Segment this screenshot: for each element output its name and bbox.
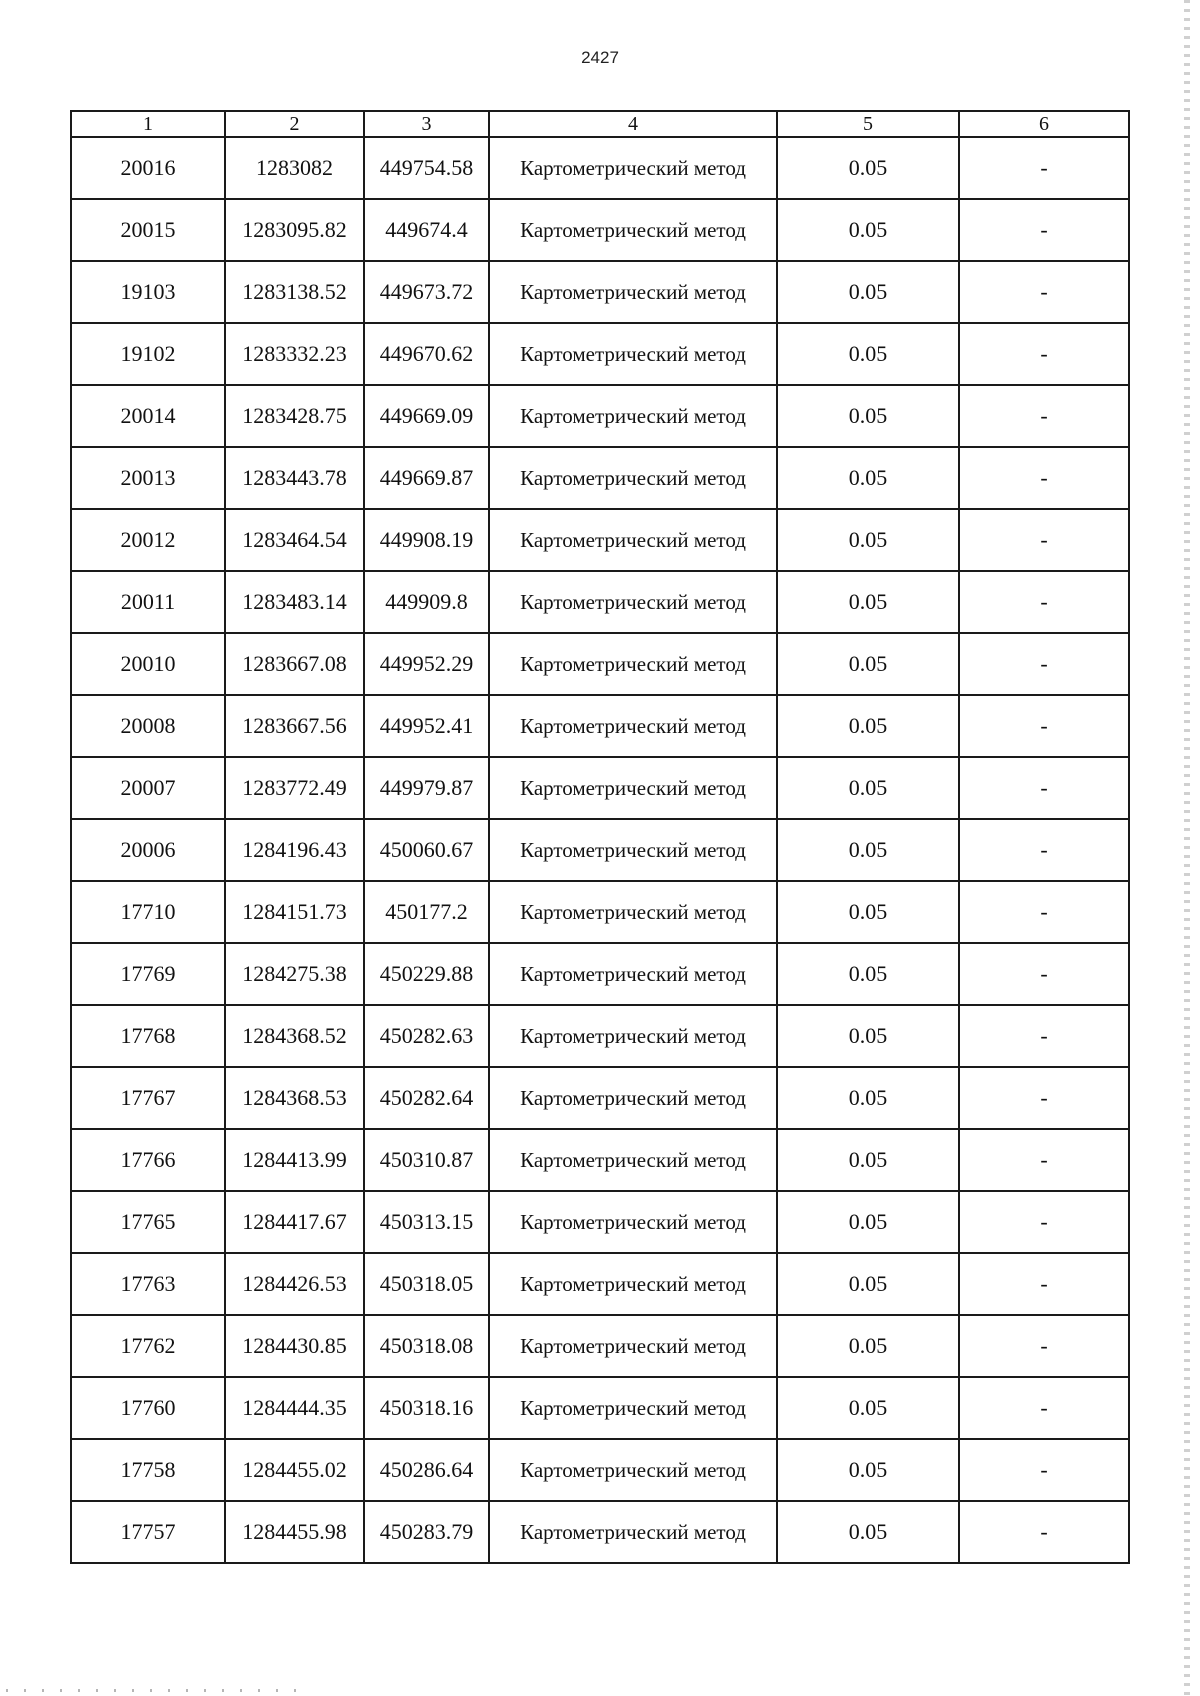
x-coordinate-cell: 1284444.35 — [225, 1377, 364, 1439]
table-row — [71, 385, 1129, 447]
note-cell: - — [959, 1191, 1129, 1253]
accuracy-cell: 0.05 — [777, 1439, 959, 1501]
method-cell: Картометрический метод — [489, 633, 777, 695]
method-cell: Картометрический метод — [489, 1315, 777, 1377]
accuracy-cell: 0.05 — [777, 943, 959, 1005]
y-coordinate-cell: 449669.87 — [364, 447, 489, 509]
method-cell: Картометрический метод — [489, 819, 777, 881]
column-header-5: 5 — [777, 111, 959, 137]
x-coordinate-cell: 1284196.43 — [225, 819, 364, 881]
y-coordinate-cell: 449908.19 — [364, 509, 489, 571]
table-row — [71, 943, 1129, 1005]
point-number-cell: 17763 — [71, 1253, 225, 1315]
y-coordinate-cell: 449979.87 — [364, 757, 489, 819]
x-coordinate-cell: 1284417.67 — [225, 1191, 364, 1253]
note-cell: - — [959, 1067, 1129, 1129]
column-header-3: 3 — [364, 111, 489, 137]
method-cell: Картометрический метод — [489, 509, 777, 571]
accuracy-cell: 0.05 — [777, 323, 959, 385]
accuracy-cell: 0.05 — [777, 385, 959, 447]
accuracy-cell: 0.05 — [777, 1005, 959, 1067]
y-coordinate-cell: 449669.09 — [364, 385, 489, 447]
table-row — [71, 1377, 1129, 1439]
note-cell: - — [959, 323, 1129, 385]
column-header-1: 1 — [71, 111, 225, 137]
table-row — [71, 1067, 1129, 1129]
note-cell: - — [959, 261, 1129, 323]
page-number: 2427 — [581, 48, 619, 67]
column-header-2: 2 — [225, 111, 364, 137]
point-number-cell: 17769 — [71, 943, 225, 1005]
table-row — [71, 199, 1129, 261]
table-row — [71, 1501, 1129, 1563]
method-cell: Картометрический метод — [489, 1129, 777, 1191]
method-cell: Картометрический метод — [489, 323, 777, 385]
x-coordinate-cell: 1283667.56 — [225, 695, 364, 757]
method-cell: Картометрический метод — [489, 1191, 777, 1253]
note-cell: - — [959, 1129, 1129, 1191]
method-cell: Картометрический метод — [489, 757, 777, 819]
accuracy-cell: 0.05 — [777, 1315, 959, 1377]
accuracy-cell: 0.05 — [777, 633, 959, 695]
method-cell: Картометрический метод — [489, 199, 777, 261]
table-row — [71, 571, 1129, 633]
x-coordinate-cell: 1283667.08 — [225, 633, 364, 695]
y-coordinate-cell: 450286.64 — [364, 1439, 489, 1501]
point-number-cell: 20011 — [71, 571, 225, 633]
point-number-cell: 17758 — [71, 1439, 225, 1501]
x-coordinate-cell: 1284455.02 — [225, 1439, 364, 1501]
method-cell: Картометрический метод — [489, 261, 777, 323]
method-cell: Картометрический метод — [489, 1439, 777, 1501]
note-cell: - — [959, 137, 1129, 199]
x-coordinate-cell: 1284275.38 — [225, 943, 364, 1005]
point-number-cell: 20006 — [71, 819, 225, 881]
x-coordinate-cell: 1284368.52 — [225, 1005, 364, 1067]
method-cell: Картометрический метод — [489, 1067, 777, 1129]
scan-edge-mark — [1184, 0, 1190, 1696]
note-cell: - — [959, 1501, 1129, 1563]
note-cell: - — [959, 199, 1129, 261]
y-coordinate-cell: 450282.63 — [364, 1005, 489, 1067]
point-number-cell: 20007 — [71, 757, 225, 819]
y-coordinate-cell: 450318.08 — [364, 1315, 489, 1377]
table-row — [71, 633, 1129, 695]
table-row — [71, 1315, 1129, 1377]
y-coordinate-cell: 449674.4 — [364, 199, 489, 261]
accuracy-cell: 0.05 — [777, 571, 959, 633]
accuracy-cell: 0.05 — [777, 261, 959, 323]
point-number-cell: 17710 — [71, 881, 225, 943]
scan-bottom-dots — [6, 1689, 306, 1692]
column-header-4: 4 — [489, 111, 777, 137]
table-row — [71, 695, 1129, 757]
point-number-cell: 20008 — [71, 695, 225, 757]
coordinates-table-container — [70, 110, 1128, 1564]
note-cell: - — [959, 633, 1129, 695]
note-cell: - — [959, 1377, 1129, 1439]
y-coordinate-cell: 450310.87 — [364, 1129, 489, 1191]
note-cell: - — [959, 943, 1129, 1005]
x-coordinate-cell: 1283483.14 — [225, 571, 364, 633]
point-number-cell: 17757 — [71, 1501, 225, 1563]
method-cell: Картометрический метод — [489, 1005, 777, 1067]
method-cell: Картометрический метод — [489, 943, 777, 1005]
point-number-cell: 17766 — [71, 1129, 225, 1191]
x-coordinate-cell: 1283095.82 — [225, 199, 364, 261]
point-number-cell: 17767 — [71, 1067, 225, 1129]
point-number-cell: 19102 — [71, 323, 225, 385]
x-coordinate-cell: 1283464.54 — [225, 509, 364, 571]
y-coordinate-cell: 450318.16 — [364, 1377, 489, 1439]
accuracy-cell: 0.05 — [777, 881, 959, 943]
table-header — [71, 111, 1129, 137]
y-coordinate-cell: 449754.58 — [364, 137, 489, 199]
accuracy-cell: 0.05 — [777, 1377, 959, 1439]
table-body — [71, 137, 1129, 1563]
accuracy-cell: 0.05 — [777, 509, 959, 571]
point-number-cell: 17768 — [71, 1005, 225, 1067]
note-cell: - — [959, 819, 1129, 881]
y-coordinate-cell: 450060.67 — [364, 819, 489, 881]
accuracy-cell: 0.05 — [777, 447, 959, 509]
x-coordinate-cell: 1284151.73 — [225, 881, 364, 943]
point-number-cell: 17760 — [71, 1377, 225, 1439]
method-cell: Картометрический метод — [489, 881, 777, 943]
note-cell: - — [959, 1315, 1129, 1377]
x-coordinate-cell: 1283332.23 — [225, 323, 364, 385]
method-cell: Картометрический метод — [489, 385, 777, 447]
note-cell: - — [959, 447, 1129, 509]
table-row — [71, 1439, 1129, 1501]
y-coordinate-cell: 450313.15 — [364, 1191, 489, 1253]
x-coordinate-cell: 1284430.85 — [225, 1315, 364, 1377]
x-coordinate-cell: 1284455.98 — [225, 1501, 364, 1563]
method-cell: Картометрический метод — [489, 695, 777, 757]
accuracy-cell: 0.05 — [777, 1067, 959, 1129]
note-cell: - — [959, 695, 1129, 757]
point-number-cell: 17765 — [71, 1191, 225, 1253]
accuracy-cell: 0.05 — [777, 695, 959, 757]
accuracy-cell: 0.05 — [777, 199, 959, 261]
table-row — [71, 137, 1129, 199]
x-coordinate-cell: 1283082 — [225, 137, 364, 199]
method-cell: Картометрический метод — [489, 571, 777, 633]
point-number-cell: 20012 — [71, 509, 225, 571]
note-cell: - — [959, 1439, 1129, 1501]
y-coordinate-cell: 449952.41 — [364, 695, 489, 757]
x-coordinate-cell: 1284368.53 — [225, 1067, 364, 1129]
method-cell: Картометрический метод — [489, 1377, 777, 1439]
coordinates-table — [70, 110, 1130, 1564]
accuracy-cell: 0.05 — [777, 137, 959, 199]
note-cell: - — [959, 385, 1129, 447]
accuracy-cell: 0.05 — [777, 757, 959, 819]
table-row — [71, 509, 1129, 571]
table-row — [71, 819, 1129, 881]
y-coordinate-cell: 449952.29 — [364, 633, 489, 695]
x-coordinate-cell: 1283443.78 — [225, 447, 364, 509]
note-cell: - — [959, 881, 1129, 943]
table-row — [71, 1129, 1129, 1191]
method-cell: Картометрический метод — [489, 137, 777, 199]
y-coordinate-cell: 449670.62 — [364, 323, 489, 385]
accuracy-cell: 0.05 — [777, 1253, 959, 1315]
method-cell: Картометрический метод — [489, 1501, 777, 1563]
column-header-6: 6 — [959, 111, 1129, 137]
x-coordinate-cell: 1283772.49 — [225, 757, 364, 819]
point-number-cell: 20013 — [71, 447, 225, 509]
y-coordinate-cell: 449673.72 — [364, 261, 489, 323]
x-coordinate-cell: 1284413.99 — [225, 1129, 364, 1191]
x-coordinate-cell: 1284426.53 — [225, 1253, 364, 1315]
table-row — [71, 1005, 1129, 1067]
y-coordinate-cell: 450177.2 — [364, 881, 489, 943]
note-cell: - — [959, 509, 1129, 571]
x-coordinate-cell: 1283138.52 — [225, 261, 364, 323]
table-row — [71, 881, 1129, 943]
table-row — [71, 1253, 1129, 1315]
accuracy-cell: 0.05 — [777, 1129, 959, 1191]
note-cell: - — [959, 1005, 1129, 1067]
point-number-cell: 20016 — [71, 137, 225, 199]
header-row — [71, 111, 1129, 137]
table-row — [71, 1191, 1129, 1253]
table-row — [71, 261, 1129, 323]
point-number-cell: 19103 — [71, 261, 225, 323]
point-number-cell: 20015 — [71, 199, 225, 261]
point-number-cell: 17762 — [71, 1315, 225, 1377]
point-number-cell: 20014 — [71, 385, 225, 447]
method-cell: Картометрический метод — [489, 1253, 777, 1315]
note-cell: - — [959, 1253, 1129, 1315]
y-coordinate-cell: 449909.8 — [364, 571, 489, 633]
table-row — [71, 323, 1129, 385]
y-coordinate-cell: 450282.64 — [364, 1067, 489, 1129]
y-coordinate-cell: 450229.88 — [364, 943, 489, 1005]
note-cell: - — [959, 571, 1129, 633]
accuracy-cell: 0.05 — [777, 1191, 959, 1253]
point-number-cell: 20010 — [71, 633, 225, 695]
note-cell: - — [959, 757, 1129, 819]
table-row — [71, 447, 1129, 509]
y-coordinate-cell: 450283.79 — [364, 1501, 489, 1563]
accuracy-cell: 0.05 — [777, 819, 959, 881]
table-row — [71, 757, 1129, 819]
method-cell: Картометрический метод — [489, 447, 777, 509]
y-coordinate-cell: 450318.05 — [364, 1253, 489, 1315]
x-coordinate-cell: 1283428.75 — [225, 385, 364, 447]
accuracy-cell: 0.05 — [777, 1501, 959, 1563]
